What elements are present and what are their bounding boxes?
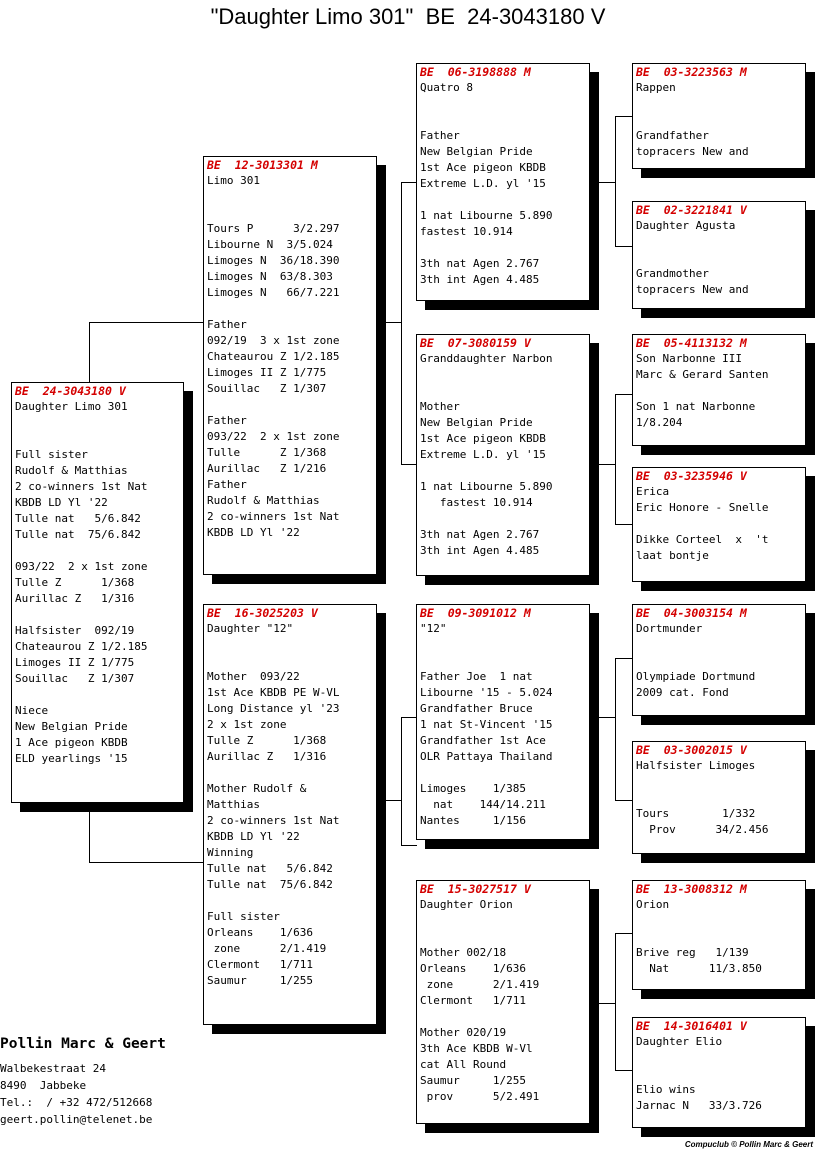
- connector-line: [401, 464, 417, 465]
- great-grandparent-card: [632, 334, 806, 446]
- copyright-notice: Compuclub © Pollin Marc & Geert: [684, 1140, 813, 1149]
- pigeon-details: Daughter Elio Elio wins Jarnac N 33/3.726: [636, 1035, 762, 1112]
- ring-number: BE 09-3091012 M: [420, 606, 531, 620]
- pigeon-details: Quatro 8 Father New Belgian Pride 1st Ace pigeon KBDB Extreme L.D. yl '15 1 nat Libourne 5.890 fastest 10.914 3th nat Agen 2.767 3th int Agen 4.485: [420, 81, 553, 286]
- connector-line: [599, 182, 615, 183]
- connector-line: [383, 800, 401, 801]
- connector-line: [599, 464, 615, 465]
- great-grandparent-card: [632, 741, 806, 854]
- pigeon-details: Daughter Orion Mother 002/18 Orleans 1/636 zone 2/1.419 Clermont 1/711 Mother 020/19 3th Ace KBDB W-Vl cat All Round Saumur 1/255 prov 5/2.491: [420, 898, 540, 1103]
- ring-number: BE 03-3223563 M: [636, 65, 747, 79]
- connector-line: [89, 808, 90, 863]
- great-grandparent-card: [632, 63, 806, 169]
- connector-line: [615, 116, 633, 117]
- connector-line: [89, 862, 205, 863]
- great-grandparent-card: [632, 604, 806, 716]
- pigeon-details: Orion Brive reg 1/139 Nat 11/3.850: [636, 898, 762, 975]
- ring-number: BE 03-3002015 V: [636, 743, 747, 757]
- ring-number: BE 15-3027517 V: [420, 882, 531, 896]
- pigeon-details: Daughter "12" Mother 093/22 1st Ace KBDB PE W-VL Long Distance yl '23 2 x 1st zone Tulle Z 1/368 Aurillac Z 1/316 Mother Rudolf & Matthias 2 co-winners 1st Nat KBDB LD Yl '22 Winning Tulle nat 5/6.842 Tulle nat 75/6.842 Full sister Orleans 1/636 zone 2/1.419 Clermont 1/711 Saumur 1/255: [207, 622, 340, 987]
- ring-number: BE 03-3235946 V: [636, 469, 747, 483]
- pigeon-details: Granddaughter Narbon Mother New Belgian Pride 1st Ace pigeon KBDB Extreme L.D. yl '15 1 nat Libourne 5.890 fastest 10.914 3th nat Agen 2.767 3th int Agen 4.485: [420, 352, 553, 557]
- ring-number: BE 13-3008312 M: [636, 882, 747, 896]
- connector-line: [401, 845, 417, 846]
- connector-line: [599, 1003, 615, 1004]
- connector-line: [615, 246, 633, 247]
- connector-line: [383, 322, 401, 323]
- great-grandparent-card: [632, 467, 806, 582]
- ring-number: BE 16-3025203 V: [207, 606, 318, 620]
- great-grandparent-card: [632, 201, 806, 309]
- pigeon-details: Son Narbonne III Marc & Gerard Santen Son 1 nat Narbonne 1/8.204: [636, 352, 769, 429]
- connector-line: [615, 658, 616, 800]
- connector-line: [615, 933, 633, 934]
- subject-pigeon-card: [11, 382, 184, 803]
- owner-address: Walbekestraat 24 8490 Jabbeke Tel.: / +32 472/512668 geert.pollin@telenet.be: [0, 1062, 153, 1126]
- great-grandparent-card: [632, 880, 806, 990]
- connector-line: [401, 182, 417, 183]
- ring-number: BE 24-3043180 V: [15, 384, 126, 398]
- ring-number: BE 12-3013301 M: [207, 158, 318, 172]
- connector-line: [615, 800, 633, 801]
- pigeon-details: Erica Eric Honore - Snelle Dikke Corteel x 't laat bontje: [636, 485, 769, 562]
- pigeon-details: Daughter Agusta Grandmother topracers New and: [636, 219, 749, 296]
- mother-card: [203, 604, 377, 1025]
- maternal-grandfather-card: [416, 604, 590, 840]
- connector-line: [89, 322, 90, 382]
- connector-line: [615, 1070, 633, 1071]
- connector-line: [401, 717, 417, 718]
- connector-line: [615, 524, 633, 525]
- connector-line: [615, 933, 616, 1070]
- connector-line: [89, 322, 205, 323]
- connector-line: [615, 394, 616, 524]
- connector-line: [599, 717, 615, 718]
- ring-number: BE 06-3198888 M: [420, 65, 531, 79]
- pigeon-details: Limo 301 Tours P 3/2.297 Libourne N 3/5.024 Limoges N 36/18.390 Limoges N 63/8.303 Limoges N 66/7.221 Father 092/19 3 x 1st zone Chateaurou Z 1/2.185 Limoges II Z 1/775 Souillac Z 1/307 Father 093/22 2 x 1st zone Tulle Z 1/368 Aurillac Z 1/216 Father Rudolf & Matthias 2 co-winners 1st Nat KBDB LD Yl '22: [207, 174, 340, 539]
- paternal-grandmother-card: [416, 334, 590, 576]
- pedigree-title: "Daughter Limo 301" BE 24-3043180 V: [210, 4, 606, 29]
- connector-line: [615, 394, 633, 395]
- pigeon-details: Dortmunder Olympiade Dortmund 2009 cat. Fond: [636, 622, 756, 699]
- connector-line: [401, 182, 402, 464]
- connector-line: [615, 116, 616, 246]
- paternal-grandfather-card: [416, 63, 590, 301]
- pigeon-details: Daughter Limo 301 Full sister Rudolf & Matthias 2 co-winners 1st Nat KBDB LD Yl '22 Tulle nat 5/6.842 Tulle nat 75/6.842 093/22 2 x 1st zone Tulle Z 1/368 Aurillac Z 1/316 Halfsister 092/19 Chateaurou Z 1/2.185 Limoges II Z 1/775 Souillac Z 1/307 Niece New Belgian Pride 1 Ace pigeon KBDB ELD yearlings '15: [15, 400, 148, 765]
- owner-name: Pollin Marc & Geert: [0, 1036, 166, 1052]
- father-card: [203, 156, 377, 575]
- great-grandparent-card: [632, 1017, 806, 1128]
- ring-number: BE 02-3221841 V: [636, 203, 747, 217]
- pigeon-details: Rappen Grandfather topracers New and: [636, 81, 749, 158]
- ring-number: BE 07-3080159 V: [420, 336, 531, 350]
- ring-number: BE 04-3003154 M: [636, 606, 747, 620]
- ring-number: BE 14-3016401 V: [636, 1019, 747, 1033]
- pigeon-details: Halfsister Limoges Tours 1/332 Prov 34/2.456: [636, 759, 769, 836]
- maternal-grandmother-card: [416, 880, 590, 1124]
- pigeon-details: "12" Father Joe 1 nat Libourne '15 - 5.024 Grandfather Bruce 1 nat St-Vincent '15 Grandfather 1st Ace OLR Pattaya Thailand Limoges 1/385 nat 144/14.211 Nantes 1/156: [420, 622, 553, 827]
- connector-line: [615, 658, 633, 659]
- connector-line: [401, 717, 402, 845]
- ring-number: BE 05-4113132 M: [636, 336, 747, 350]
